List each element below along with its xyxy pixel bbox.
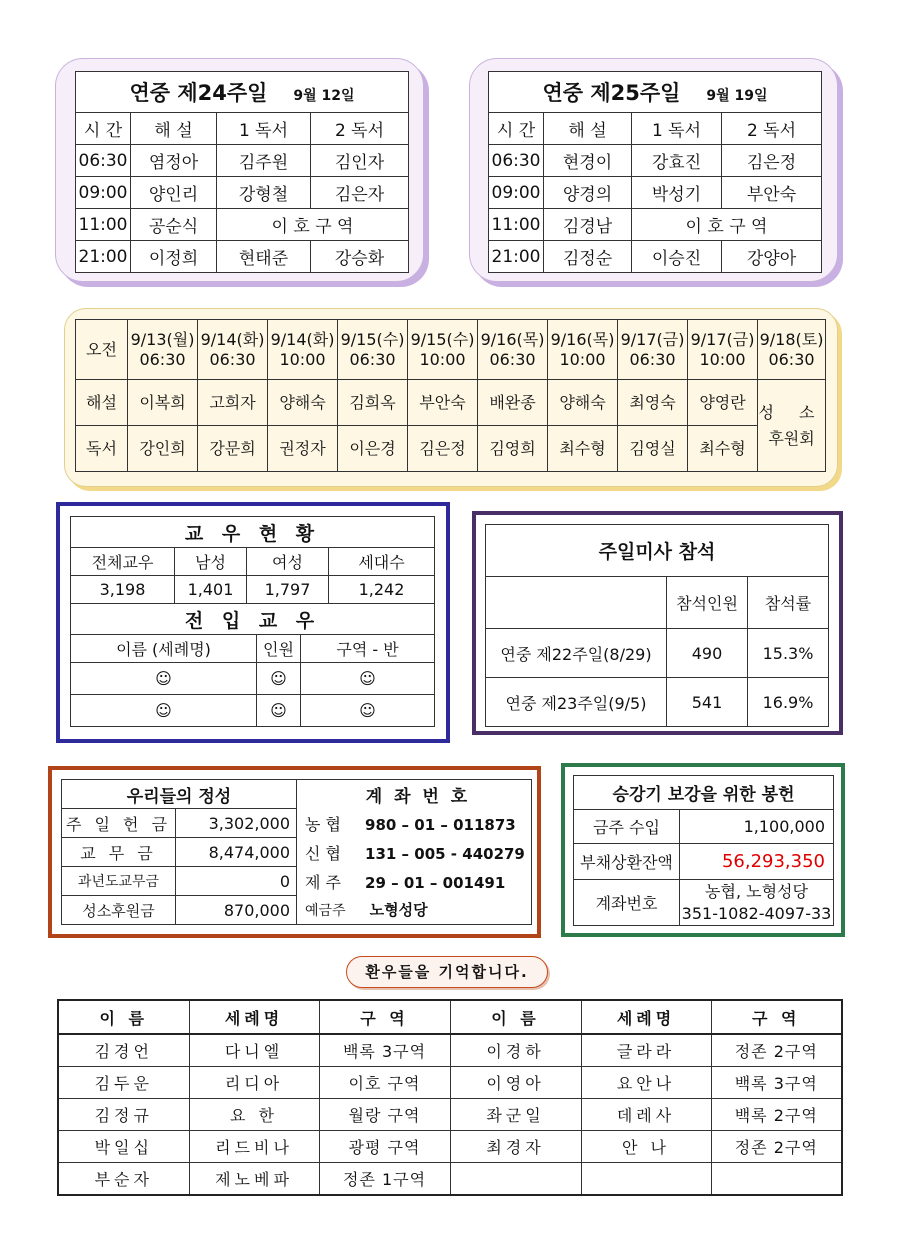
week25-schedule-box — [469, 58, 838, 282]
reader1-cell: 박성기 — [632, 177, 722, 209]
memorial-table — [57, 999, 843, 1196]
reader1-cell: 이승진 — [632, 241, 722, 273]
header-reading1: 1 독서 — [217, 113, 311, 145]
district: 월랑 구역 — [319, 1099, 450, 1131]
time-cell: 21:00 — [76, 241, 131, 273]
memorial-header: 세례명 — [189, 1000, 319, 1034]
account-bank: 농협, 노형성당 — [705, 881, 808, 901]
week24-date: 9월 12일 — [293, 88, 355, 104]
district-cell: 이 호 구 역 — [217, 209, 409, 241]
week-label: 연중 제23주일(9/5) — [486, 678, 667, 727]
debt-balance-value: 56,293,350 — [680, 844, 834, 880]
memorial-row — [58, 1099, 842, 1131]
reader2-cell: 부안숙 — [722, 177, 822, 209]
offerings-title: 우리들의 정성 — [62, 780, 297, 809]
week24-table — [75, 71, 409, 273]
account-line — [297, 809, 532, 838]
time-cell: 11:00 — [489, 209, 544, 241]
baptismal-name: 요안나 — [581, 1067, 711, 1099]
memorial-header: 이 름 — [58, 1000, 189, 1034]
district: 백록 3구역 — [711, 1067, 842, 1099]
commentator-cell: 현경이 — [544, 145, 632, 177]
district: 백록 2구역 — [711, 1099, 842, 1131]
district: 정존 2구역 — [711, 1034, 842, 1067]
weekday-commentator: 최영숙 — [618, 380, 688, 426]
weekly-income-label: 금주 수입 — [574, 810, 680, 844]
weekday-time: 06:30 — [349, 349, 396, 369]
commentator-cell: 김경남 — [544, 209, 632, 241]
baptismal-name: 제노베파 — [189, 1163, 319, 1196]
patient-name: 박일십 — [58, 1131, 189, 1163]
weekday-commentator: 배완종 — [478, 380, 548, 426]
account-number: 29 – 01 – 001491 — [365, 873, 506, 892]
baptismal-name: 안 나 — [581, 1131, 711, 1163]
newcomers-title: 전 입 교 우 — [71, 604, 435, 635]
debt-balance-label: 부채상환잔액 — [574, 844, 680, 880]
reader1-cell: 김주원 — [217, 145, 311, 177]
reader1-cell: 강효진 — [632, 145, 722, 177]
weekday-date: 9/18(토) — [759, 329, 824, 349]
weekday-date-cell — [268, 320, 338, 380]
reader2-cell: 김은정 — [722, 145, 822, 177]
weekday-date: 9/14(화) — [270, 329, 335, 349]
commentator-cell: 염정아 — [131, 145, 217, 177]
weekday-commentator: 부안숙 — [408, 380, 478, 426]
week-label: 연중 제22주일(8/29) — [486, 629, 667, 678]
weekday-reader: 김은정 — [408, 426, 478, 472]
elevator-fund-box — [561, 763, 845, 937]
weekday-date-cell — [128, 320, 198, 380]
weekday-date: 9/15(수) — [340, 329, 405, 349]
weekday-date: 9/16(목) — [480, 329, 545, 349]
attendee-count: 490 — [667, 629, 748, 678]
elevator-title: 승강기 보강을 위한 봉헌 — [574, 776, 834, 810]
district: 이호 구역 — [319, 1067, 450, 1099]
weekday-time: 10:00 — [699, 349, 746, 369]
baptismal-name: 요 한 — [189, 1099, 319, 1131]
patient-name: 부순자 — [58, 1163, 189, 1196]
offering-amount: 8,474,000 — [176, 838, 297, 867]
patient-name: 최경자 — [450, 1131, 581, 1163]
header-male: 남성 — [175, 548, 247, 576]
weekday-time: 10:00 — [419, 349, 466, 369]
total-value: 3,198 — [71, 576, 175, 604]
parishioner-table — [70, 516, 435, 727]
weekday-reader: 김영실 — [618, 426, 688, 472]
weekday-time: 06:30 — [768, 349, 815, 369]
account-number: 351-1082-4097-33 — [681, 903, 832, 923]
week25-title-text: 연중 제25주일 — [542, 81, 681, 105]
patient-name: 김두운 — [58, 1067, 189, 1099]
weekday-date: 9/13(월) — [130, 329, 195, 349]
account-line — [297, 838, 532, 867]
vocation-support-text: 성 소 — [758, 402, 825, 422]
memorial-header: 구 역 — [711, 1000, 842, 1034]
reader2-cell: 김은자 — [311, 177, 409, 209]
offering-label: 과년도교무금 — [62, 867, 176, 896]
parishioner-title: 교 우 현 황 — [71, 517, 435, 548]
offering-label: 교 무 금 — [62, 838, 176, 867]
weekday-reader: 김영희 — [478, 426, 548, 472]
week24-title — [76, 72, 409, 113]
patient-name: 이영아 — [450, 1067, 581, 1099]
header-empty — [486, 577, 667, 629]
weekday-time: 06:30 — [209, 349, 256, 369]
baptismal-name: 리디아 — [189, 1067, 319, 1099]
header-households: 세대수 — [329, 548, 435, 576]
baptismal-name: 데레사 — [581, 1099, 711, 1131]
week25-table — [488, 71, 822, 273]
header-name: 이름 (세례명) — [71, 635, 257, 663]
weekday-date-cell — [688, 320, 758, 380]
week25-date: 9월 19일 — [706, 88, 768, 104]
row-label-reading: 독서 — [76, 426, 128, 472]
weekday-date: 9/14(화) — [200, 329, 265, 349]
header-attendees: 참석인원 — [667, 577, 748, 629]
weekday-date: 9/16(목) — [550, 329, 615, 349]
header-total: 전체교우 — [71, 548, 175, 576]
vocation-support-text: 후원회 — [768, 428, 815, 448]
offerings-table — [61, 779, 532, 925]
newcomer-name: ☺ — [71, 663, 257, 695]
time-cell: 09:00 — [76, 177, 131, 209]
district: 백록 3구역 — [319, 1034, 450, 1067]
baptismal-name: 글라라 — [581, 1034, 711, 1067]
header-rate: 참석률 — [748, 577, 829, 629]
commentator-cell: 양경의 — [544, 177, 632, 209]
newcomer-name: ☺ — [71, 695, 257, 727]
header-commentary: 해 설 — [131, 113, 217, 145]
weekday-date: 9/15(수) — [410, 329, 475, 349]
weekday-commentator: 김희옥 — [338, 380, 408, 426]
week25-title — [489, 72, 822, 113]
memorial-row — [58, 1131, 842, 1163]
district-cell: 이 호 구 역 — [632, 209, 822, 241]
account-number: 980 – 01 – 011873 — [365, 815, 516, 834]
weekday-commentator: 고희자 — [198, 380, 268, 426]
memorial-header: 세례명 — [581, 1000, 711, 1034]
newcomer-district: ☺ — [301, 695, 435, 727]
female-value: 1,797 — [247, 576, 329, 604]
memorial-title: 환우들을 기억합니다. — [346, 956, 548, 988]
elevator-table — [573, 775, 834, 926]
commentator-cell: 김정순 — [544, 241, 632, 273]
male-value: 1,401 — [175, 576, 247, 604]
offering-amount: 870,000 — [176, 896, 297, 925]
header-commentary: 해 설 — [544, 113, 632, 145]
account-info — [680, 880, 834, 926]
attendance-box — [472, 511, 843, 735]
attendance-table — [485, 524, 829, 727]
weekday-time: 06:30 — [139, 349, 186, 369]
weekday-commentator: 양해숙 — [268, 380, 338, 426]
offering-amount: 3,302,000 — [176, 809, 297, 838]
memorial-row — [58, 1034, 842, 1067]
weekday-reader: 이은경 — [338, 426, 408, 472]
district: 정존 1구역 — [319, 1163, 450, 1196]
reader2-cell: 강승화 — [311, 241, 409, 273]
account-title: 계 좌 번 호 — [297, 780, 532, 809]
reader1-cell: 강형철 — [217, 177, 311, 209]
baptismal-name — [581, 1163, 711, 1196]
weekday-date: 9/17(금) — [620, 329, 685, 349]
header-district: 구역 - 반 — [301, 635, 435, 663]
header-reading1: 1 독서 — [632, 113, 722, 145]
time-cell: 06:30 — [76, 145, 131, 177]
weekday-commentator: 양영란 — [688, 380, 758, 426]
weekday-date-cell — [408, 320, 478, 380]
row-label-morning: 오전 — [76, 320, 128, 380]
week24-title-text: 연중 제24주일 — [129, 81, 268, 105]
weekday-date-cell — [618, 320, 688, 380]
patient-name: 김경언 — [58, 1034, 189, 1067]
header-time: 시 간 — [489, 113, 544, 145]
commentator-cell: 공순식 — [131, 209, 217, 241]
parishioner-status-box — [56, 502, 450, 743]
account-line — [297, 896, 532, 925]
weekday-date-cell — [198, 320, 268, 380]
time-cell: 06:30 — [489, 145, 544, 177]
memorial-row — [58, 1067, 842, 1099]
baptismal-name: 리드비나 — [189, 1131, 319, 1163]
weekday-date: 9/17(금) — [690, 329, 755, 349]
weekday-commentator: 이복희 — [128, 380, 198, 426]
weekday-reader: 권정자 — [268, 426, 338, 472]
weekday-reader: 최수형 — [548, 426, 618, 472]
account-label: 계좌번호 — [574, 880, 680, 926]
weekday-time: 06:30 — [629, 349, 676, 369]
bank-name: 제 주 — [305, 872, 342, 892]
memorial-header: 이 름 — [450, 1000, 581, 1034]
weekday-commentator: 양해숙 — [548, 380, 618, 426]
households-value: 1,242 — [329, 576, 435, 604]
header-reading2: 2 독서 — [722, 113, 822, 145]
weekday-time: 06:30 — [489, 349, 536, 369]
weekday-date-cell — [548, 320, 618, 380]
offering-amount: 0 — [176, 867, 297, 896]
commentator-cell: 이정희 — [131, 241, 217, 273]
weekday-reader: 최수형 — [688, 426, 758, 472]
weekday-date-cell — [478, 320, 548, 380]
header-reading2: 2 독서 — [311, 113, 409, 145]
reader1-cell: 현태준 — [217, 241, 311, 273]
attendance-title: 주일미사 참석 — [486, 525, 829, 577]
account-holder-label: 예금주 — [305, 903, 346, 920]
attendance-rate: 15.3% — [748, 629, 829, 678]
vocation-support-cell — [758, 380, 826, 472]
attendee-count: 541 — [667, 678, 748, 727]
weekday-time: 10:00 — [279, 349, 326, 369]
bank-name: 농 협 — [305, 814, 342, 834]
district: 정존 2구역 — [711, 1131, 842, 1163]
newcomer-count: ☺ — [257, 663, 301, 695]
offerings-box — [48, 766, 541, 938]
weekday-time: 10:00 — [559, 349, 606, 369]
header-female: 여성 — [247, 548, 329, 576]
patient-name: 이경하 — [450, 1034, 581, 1067]
memorial-header: 구 역 — [319, 1000, 450, 1034]
weekday-reader: 강인희 — [128, 426, 198, 472]
baptismal-name: 다니엘 — [189, 1034, 319, 1067]
reader2-cell: 강양아 — [722, 241, 822, 273]
weekday-schedule-box — [64, 308, 838, 487]
header-count: 인원 — [257, 635, 301, 663]
attendance-rate: 16.9% — [748, 678, 829, 727]
newcomer-count: ☺ — [257, 695, 301, 727]
weekly-income-value: 1,100,000 — [680, 810, 834, 844]
district — [711, 1163, 842, 1196]
weekday-reader: 강문희 — [198, 426, 268, 472]
account-line — [297, 867, 532, 896]
memorial-row — [58, 1163, 842, 1196]
account-number: 131 – 005 - 440279 — [365, 844, 525, 863]
patient-name: 김정규 — [58, 1099, 189, 1131]
newcomer-district: ☺ — [301, 663, 435, 695]
row-label-commentary: 해설 — [76, 380, 128, 426]
bank-name: 신 협 — [305, 843, 342, 863]
time-cell: 09:00 — [489, 177, 544, 209]
account-holder: 노형성당 — [369, 901, 428, 920]
offering-label: 성소후원금 — [62, 896, 176, 925]
patient-name — [450, 1163, 581, 1196]
commentator-cell: 양인리 — [131, 177, 217, 209]
time-cell: 21:00 — [489, 241, 544, 273]
patient-name: 좌군일 — [450, 1099, 581, 1131]
weekday-table — [75, 319, 826, 472]
week24-schedule-box — [55, 58, 424, 282]
district: 광평 구역 — [319, 1131, 450, 1163]
offering-label: 주 일 헌 금 — [62, 809, 176, 838]
header-time: 시 간 — [76, 113, 131, 145]
reader2-cell: 김인자 — [311, 145, 409, 177]
weekday-date-cell — [338, 320, 408, 380]
weekday-date-cell — [758, 320, 826, 380]
time-cell: 11:00 — [76, 209, 131, 241]
